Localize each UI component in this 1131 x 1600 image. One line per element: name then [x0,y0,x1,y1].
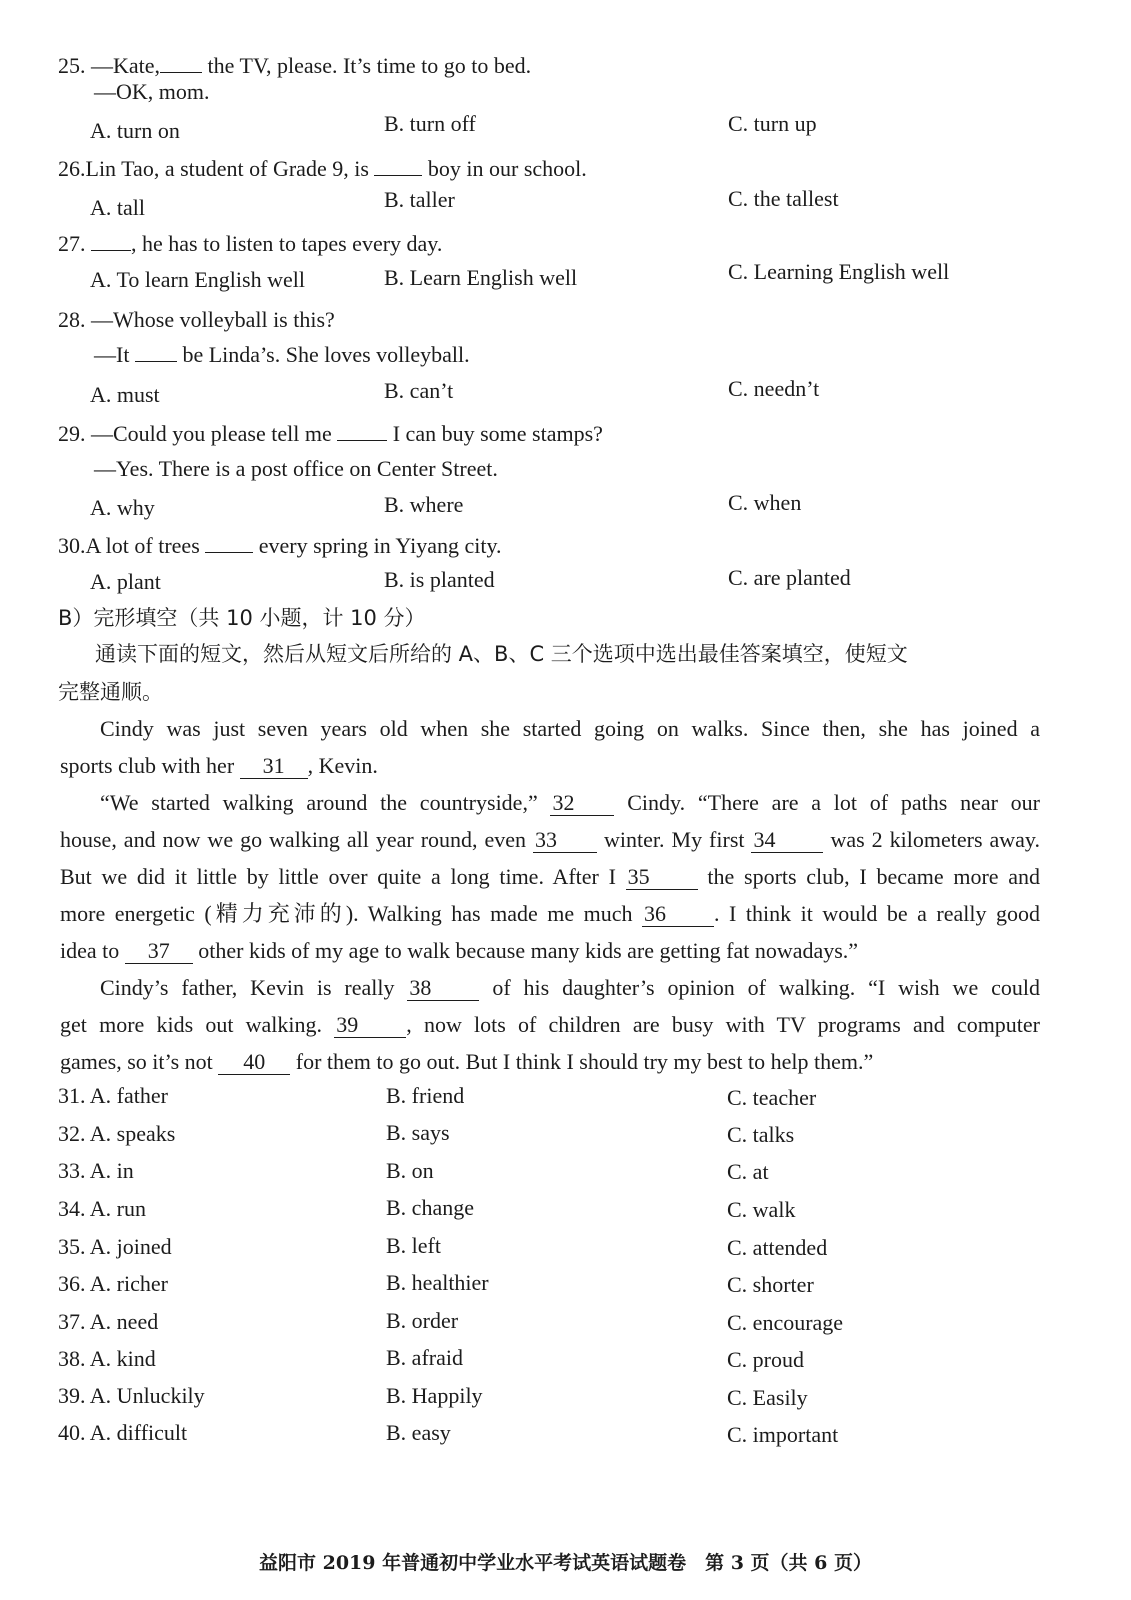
option-c: C. Learning English well [728,259,950,284]
option-number: 33. [58,1158,86,1183]
option-c: C. needn’t [728,376,820,401]
option-number: 34. [58,1196,86,1221]
passage-text: , now lots of children are busy with TV programs and computer [406,1012,1041,1037]
passage-line [60,1043,1040,1080]
option-b: B. easy [386,1420,451,1445]
option-a: A. in [89,1158,134,1183]
passage-text: of his daughter’s opinion of walking. “I wish we could [492,975,1040,1000]
cloze-blank-40: 40 [218,1050,290,1075]
option-c: C. encourage [727,1310,844,1335]
cloze-blank-39: 39 [334,1013,406,1038]
option-c: C. are planted [728,565,851,590]
section-b-instruction-cont: 完整通顺。 [58,680,163,704]
option-b: B. friend [386,1083,465,1108]
cloze-option-row-40 [58,1419,187,1447]
option-c: C. when [728,490,802,515]
option-c: C. walk [727,1197,796,1222]
option-c: C. at [727,1159,769,1184]
option-a: A. joined [89,1234,172,1259]
question-number: 27. [58,231,86,256]
option-a: A. Unluckily [89,1383,205,1408]
question-number: 25. [58,53,86,78]
option-a: A. run [89,1196,147,1221]
passage-line [60,895,1040,932]
answer-blank [160,52,202,73]
option-number: 40. [58,1420,86,1445]
option-a: A. speaks [89,1121,176,1146]
cloze-blank-36: 36 [642,902,714,927]
passage-text: But we did it little by little over quite a long time. After I [60,864,616,889]
question-26 [58,155,587,183]
question-28 [58,306,335,334]
option-a: A. must [90,382,160,407]
question-number: 28. [58,307,86,332]
option-c: C. important [727,1422,839,1447]
question-25 [58,52,531,80]
option-a: A. why [90,495,155,520]
cloze-option-row-33 [58,1157,134,1185]
option-c: C. the tallest [728,186,839,211]
question-30 [58,532,502,560]
option-number: 31. [58,1083,86,1108]
cloze-option-row-34 [58,1195,146,1223]
passage-text: , Kevin. [307,753,378,778]
option-a: A. plant [90,569,161,594]
cloze-blank-37: 37 [125,939,193,964]
cloze-blank-35: 35 [626,865,698,890]
option-b: B. afraid [386,1345,463,1370]
option-b: B. is planted [384,567,495,592]
question-text: Lin Tao, a student of Grade 9, is [85,156,369,181]
option-a: A. To learn English well [90,267,305,292]
question-number: 30. [58,533,86,558]
passage-text: the sports club, I became more and [707,864,1041,889]
option-c: C. shorter [727,1272,814,1297]
cloze-option-row-35 [58,1233,172,1261]
question-text: every spring in Yiyang city. [258,533,502,558]
option-b: B. order [386,1308,459,1333]
passage-text: for them to go out. But I think I should try my best to help them.” [295,1049,874,1074]
question-27 [58,230,442,258]
option-c: C. talks [727,1122,795,1147]
passage-text: Cindy. “There are a lot of paths near our [627,790,1041,815]
cloze-option-row-38 [58,1345,156,1373]
cloze-blank-31: 31 [240,754,308,779]
passage-text: get more kids out walking. [60,1012,323,1037]
option-c: C. proud [727,1347,804,1372]
cloze-blank-34: 34 [751,828,823,853]
passage-text: “We started walking around the countryside,” [100,790,538,815]
passage-text: Cindy’s father, Kevin is really [100,975,395,1000]
page-footer: 益阳市 2019 年普通初中学业水平考试英语试题卷 第 3 页（共 6 页） [258,1552,872,1574]
cloze-blank-32: 32 [550,791,614,816]
question-text: be Linda’s. She loves volleyball. [182,342,470,367]
option-number: 38. [58,1346,86,1371]
option-b: B. says [386,1120,450,1145]
option-a: A. richer [89,1271,168,1296]
passage-text: other kids of my age to walk because many kids are getting fat nowadays.” [198,938,859,963]
option-b: B. on [386,1158,434,1183]
passage-text: more energetic (精力充沛的). Walking has made me much [60,901,633,926]
option-b: B. change [386,1195,474,1220]
option-b: B. where [384,492,464,517]
passage-text: winter. My first [604,827,745,852]
answer-blank [135,341,177,362]
option-c: C. turn up [728,111,817,136]
passage-text: house, and now we go walking all year round, even [60,827,527,852]
answer-blank [374,155,422,176]
option-b: B. can’t [384,378,454,403]
question-29 [58,420,603,448]
question-text: —Whose volleyball is this? [91,307,335,332]
cloze-option-row-39 [58,1382,205,1410]
question-text: —Kate, [91,53,161,78]
option-a: A. turn on [90,118,180,143]
option-b: B. taller [384,187,455,212]
answer-blank [91,230,131,251]
passage-line [60,747,1040,784]
section-b-title: B）完形填空（共 10 小题，计 10 分） [58,606,426,630]
option-number: 36. [58,1271,86,1296]
passage-line [60,858,1040,895]
cloze-option-row-36 [58,1270,168,1298]
option-b: B. Learn English well [384,265,578,290]
cloze-option-row-31 [58,1082,168,1110]
question-28-reply [94,341,470,369]
cloze-blank-38: 38 [407,976,479,1001]
cloze-option-row-37 [58,1308,158,1336]
passage-line [60,784,1040,821]
passage-text: games, so it’s not [60,1049,213,1074]
passage-text: was 2 kilometers away. [830,827,1040,852]
passage-line [60,969,1040,1006]
option-c: C. teacher [727,1085,817,1110]
option-a: A. need [89,1309,159,1334]
option-number: 39. [58,1383,86,1408]
answer-blank [205,532,253,553]
question-29-reply: —Yes. There is a post office on Center Street. [94,456,498,481]
option-a: A. tall [90,195,145,220]
option-b: B. healthier [386,1270,489,1295]
option-c: C. attended [727,1235,828,1260]
passage-text: idea to [60,938,120,963]
question-text: I can buy some stamps? [392,421,603,446]
passage-line [60,932,1040,969]
passage-line [60,1006,1040,1043]
passage-text: sports club with her [60,753,235,778]
question-number: 26. [58,156,86,181]
question-text: —It [94,342,130,367]
question-text: —Could you please tell me [91,421,332,446]
passage-text: Cindy was just seven years old when she started going on walks. Since then, she has joined a [100,716,1040,741]
option-b: B. left [386,1233,441,1258]
passage-line [60,710,1040,747]
option-b: B. turn off [384,111,476,136]
question-number: 29. [58,421,86,446]
passage-line [60,821,1040,858]
option-b: B. Happily [386,1383,483,1408]
passage [60,710,1040,1080]
passage-text: . I think it would be a really good [714,901,1040,926]
question-text: , he has to listen to tapes every day. [131,231,443,256]
section-b-instruction: 通读下面的短文，然后从短文后所给的 A、B、C 三个选项中选出最佳答案填空，使短文 [95,642,908,666]
option-number: 32. [58,1121,86,1146]
answer-blank [337,420,387,441]
cloze-option-row-32 [58,1120,175,1148]
option-a: A. father [89,1083,168,1108]
question-25-reply: —OK, mom. [94,79,210,104]
option-c: C. Easily [727,1385,808,1410]
option-a: A. kind [89,1346,156,1371]
question-text: boy in our school. [427,156,587,181]
option-a: A. difficult [89,1420,188,1445]
option-number: 37. [58,1309,86,1334]
question-text: the TV, please. It’s time to go to bed. [207,53,532,78]
option-number: 35. [58,1234,86,1259]
cloze-blank-33: 33 [533,828,597,853]
question-text: A lot of trees [85,533,200,558]
